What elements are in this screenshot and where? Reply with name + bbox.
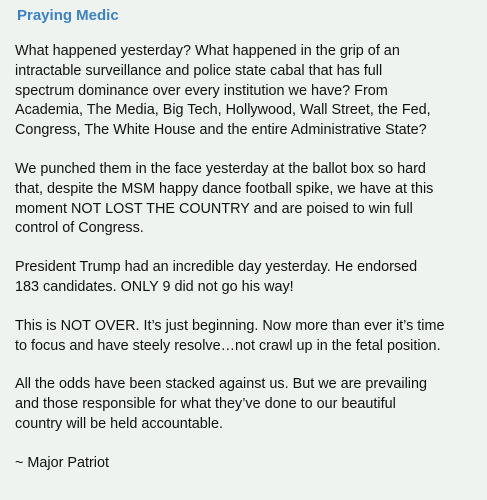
message-paragraph-2: We punched them in the face yesterday at the ballot box so hard that, despite the MSM happy dance football spike, we have at this moment NOT LOST THE COUNTRY and are poised to win full control of Congress. [15, 160, 434, 237]
message-paragraph-4: This is NOT OVER. It’s just beginning. Now more than ever it’s time to focus and have steely resolve…not crawl up in the fetal position. [15, 317, 445, 354]
message-paragraph-5: All the odds have been stacked against us. But we are prevailing and those responsible for what they’ve done to our beautiful country will be held accountable. [15, 376, 427, 432]
author-name[interactable]: Praying Medic [17, 7, 119, 24]
message-signature: ~ Major Patriot [15, 454, 109, 471]
message-paragraph-1: What happened yesterday? What happened in the grip of an intractable surveillance and police state cabal that has full spectrum dominance over every institution we have? From Academia, The Media, Big Tech, Hollywood, Wall Street, the Fed, Congress, The White House and the entire Administrative State? [15, 43, 431, 139]
message-paragraph-3: President Trump had an incredible day yesterday. He endorsed 183 candidates. ONLY 9 did not go his way! [15, 259, 418, 295]
